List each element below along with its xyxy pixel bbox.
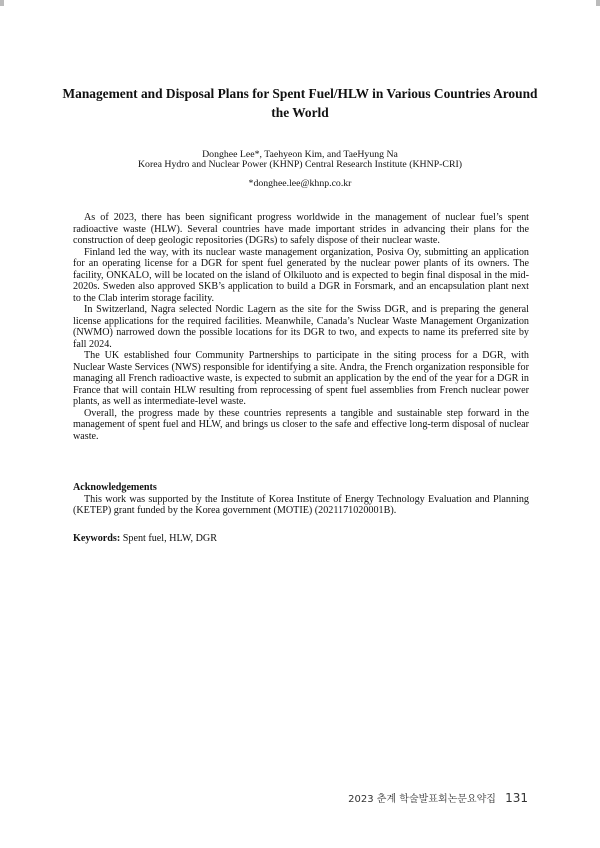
crop-mark	[0, 0, 4, 6]
paragraph: The UK established four Community Partnerships to participate in the siting process for a DGR, with Nuclear Waste Services (NWS) responsible for identifying a site. Andra, the French organization responsible for managing all French radioactive waste, is expected to submit an application by the end of the year for a DGR in France that will contain HLW resulting from reprocessing of spent fuel assemblies from French nuclear power plants, as well as intermediate-level waste.	[73, 350, 529, 407]
proceedings-title: 2023 춘계 학술발표회논문요약집	[348, 794, 496, 805]
corresponding-email[interactable]: *donghee.lee@khnp.co.kr	[248, 178, 352, 189]
abstract-body	[73, 212, 529, 442]
author-list: Donghee Lee*, Taehyeon Kim, and TaeHyung Na	[202, 149, 398, 160]
paragraph: Overall, the progress made by these countries represents a tangible and sustainable step forward in the management of spent fuel and HLW, and brings us closer to the safe and effective long-term disposal of nuclear waste.	[73, 407, 529, 442]
paragraph: Finland led the way, with its nuclear waste management organization, Posiva Oy, submitting an application for an operating license for a DGR for spent fuel generated by the nuclear power plants of its owners. The facility, ONKALO, will be located on the island of Olkiluoto and is expected to begin final disposal in the mid-2020s. Sweden also approved SKB’s application to build a DGR in Forsmark, and an encapsulation plant next to the Clab interim storage facility.	[73, 246, 529, 304]
paragraph: As of 2023, there has been significant progress worldwide in the management of nuclear fuel’s spent radioactive waste (HLW). Several countries have made important strides in advancing their plans for the construction of deep geologic repositories (DGRs) to safely dispose of their nuclear waste.	[73, 212, 529, 246]
page-footer	[348, 790, 528, 805]
acknowledgements-text: This work was supported by the Institute of Korea Institute of Energy Technology Evaluation and Planning (KETEP) grant funded by the Korea government (MOTIE) (2021171020001B).	[73, 493, 529, 516]
paragraph: In Switzerland, Nagra selected Nordic Lagern as the site for the Swiss DGR, and is preparing the general license applications for the required facilities. Meanwhile, Canada’s Nuclear Waste Management Organization (NWMO) narrowed down the possible locations for its DGR to two, and expects to name its preferred site by fall 2024.	[73, 304, 529, 350]
acknowledgements-section	[73, 482, 529, 517]
keywords-text: Spent fuel, HLW, DGR	[122, 533, 217, 544]
page-number: 131	[505, 791, 528, 805]
affiliation: Korea Hydro and Nuclear Power (KHNP) Central Research Institute (KHNP-CRI)	[137, 159, 463, 170]
keywords-label: Keywords:	[73, 533, 121, 544]
acknowledgements-heading: Acknowledgements	[73, 482, 157, 493]
keywords-line	[73, 533, 529, 545]
crop-mark	[596, 0, 600, 6]
paper-title: Management and Disposal Plans for Spent Fuel/HLW in Various Countries Around the World	[62, 86, 538, 120]
